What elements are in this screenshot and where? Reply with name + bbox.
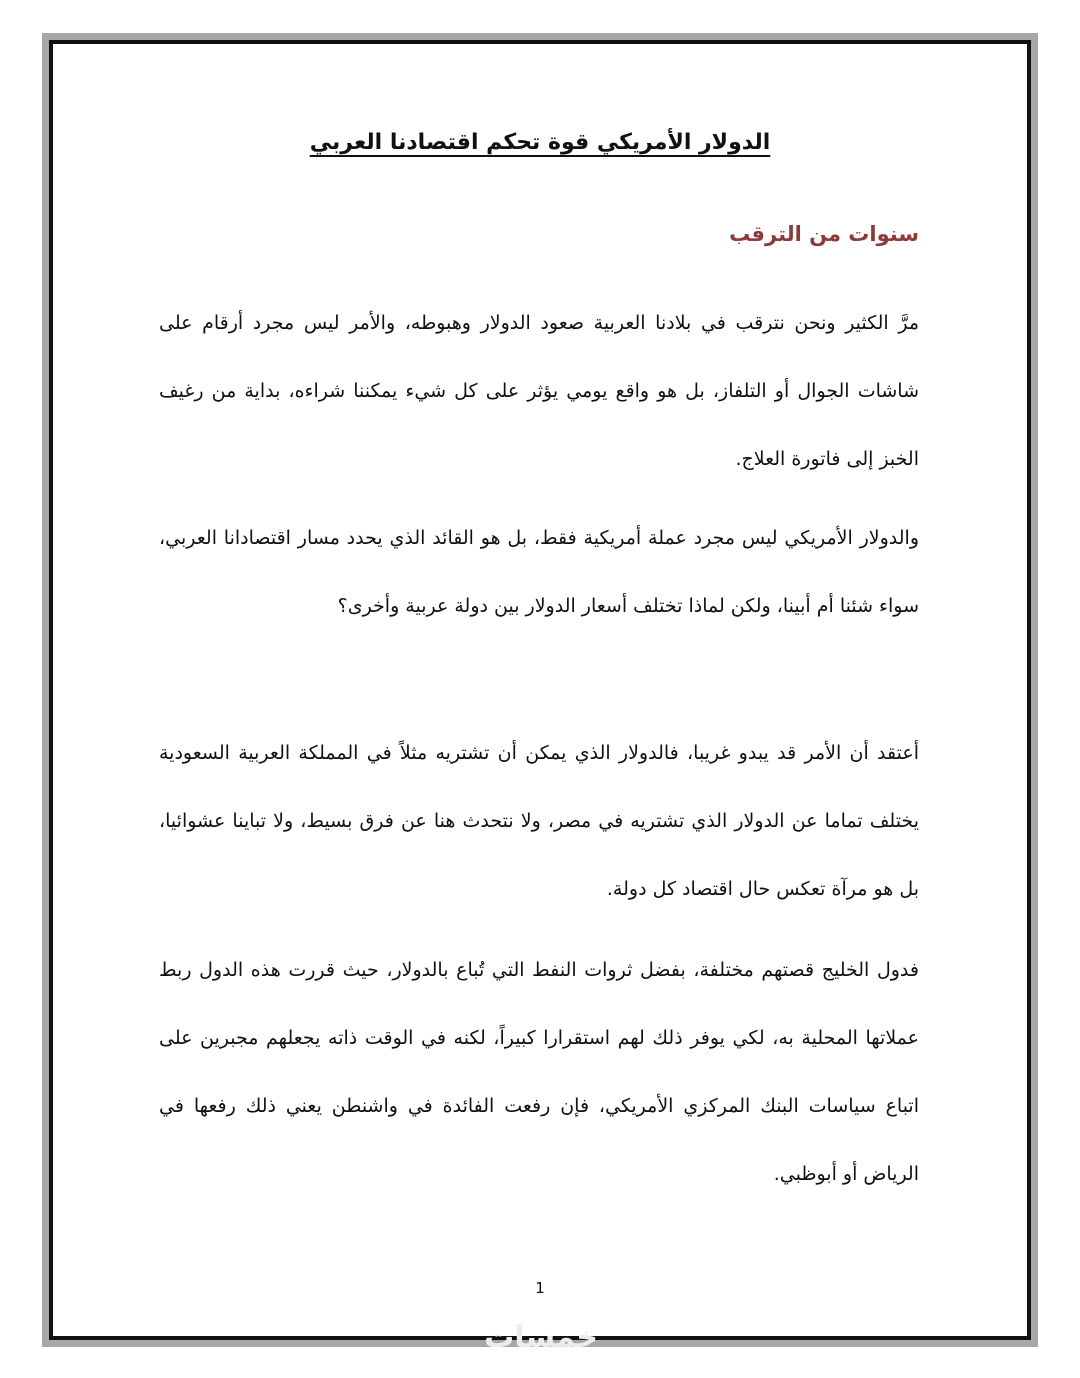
watermark-logo: خمسات: [484, 1320, 598, 1355]
document-page: [53, 44, 1027, 1336]
paragraph-3: أعتقد أن الأمر قد يبدو غريبا، فالدولار الذي يمكن أن تشتريه مثلاً في المملكة العربية السعودية يختلف تماما عن الدولار الذي تشتريه في مصر، ولا نتحدث هنا عن فرق بسيط، ولا تباينا عشوائيا، بل هو مرآة تعكس حال اقتصاد كل دولة.: [159, 742, 919, 900]
paragraph-2: والدولار الأمريكي ليس مجرد عملة أمريكية فقط، بل هو القائد الذي يحدد مسار اقتصادانا العربي، سواء شئنا أم أبينا، ولكن لماذا تختلف أسعار الدولار بين دولة عربية وأخرى؟: [159, 527, 919, 617]
document-title: الدولار الأمريكي قوة تحكم اقتصادنا العربي: [309, 130, 771, 155]
page-number: 1: [535, 1279, 545, 1297]
paragraph-1: مرَّ الكثير ونحن نترقب في بلادنا العربية صعود الدولار وهبوطه، والأمر ليس مجرد أرقام على شاشات الجوال أو التلفاز، بل هو واقع يومي يؤثر على كل شيء يمكننا شراءه، بداية من رغيف الخبز إلى فاتورة العلاج.: [159, 312, 919, 470]
section-heading: سنوات من الترقب: [729, 222, 919, 246]
paragraph-4: فدول الخليج قصتهم مختلفة، بفضل ثروات النفط التي تُباع بالدولار، حيث قررت هذه الدول ربط عملاتها المحلية به، لكي يوفر ذلك لهم استقرارا كبيراً، لكنه في الوقت ذاته يجعلهم مجبرين على اتباع سياسات البنك المركزي الأمريكي، فإن رفعت الفائدة في واشنطن يعني ذلك رفعها في الرياض أو أبوظبي.: [159, 959, 919, 1185]
